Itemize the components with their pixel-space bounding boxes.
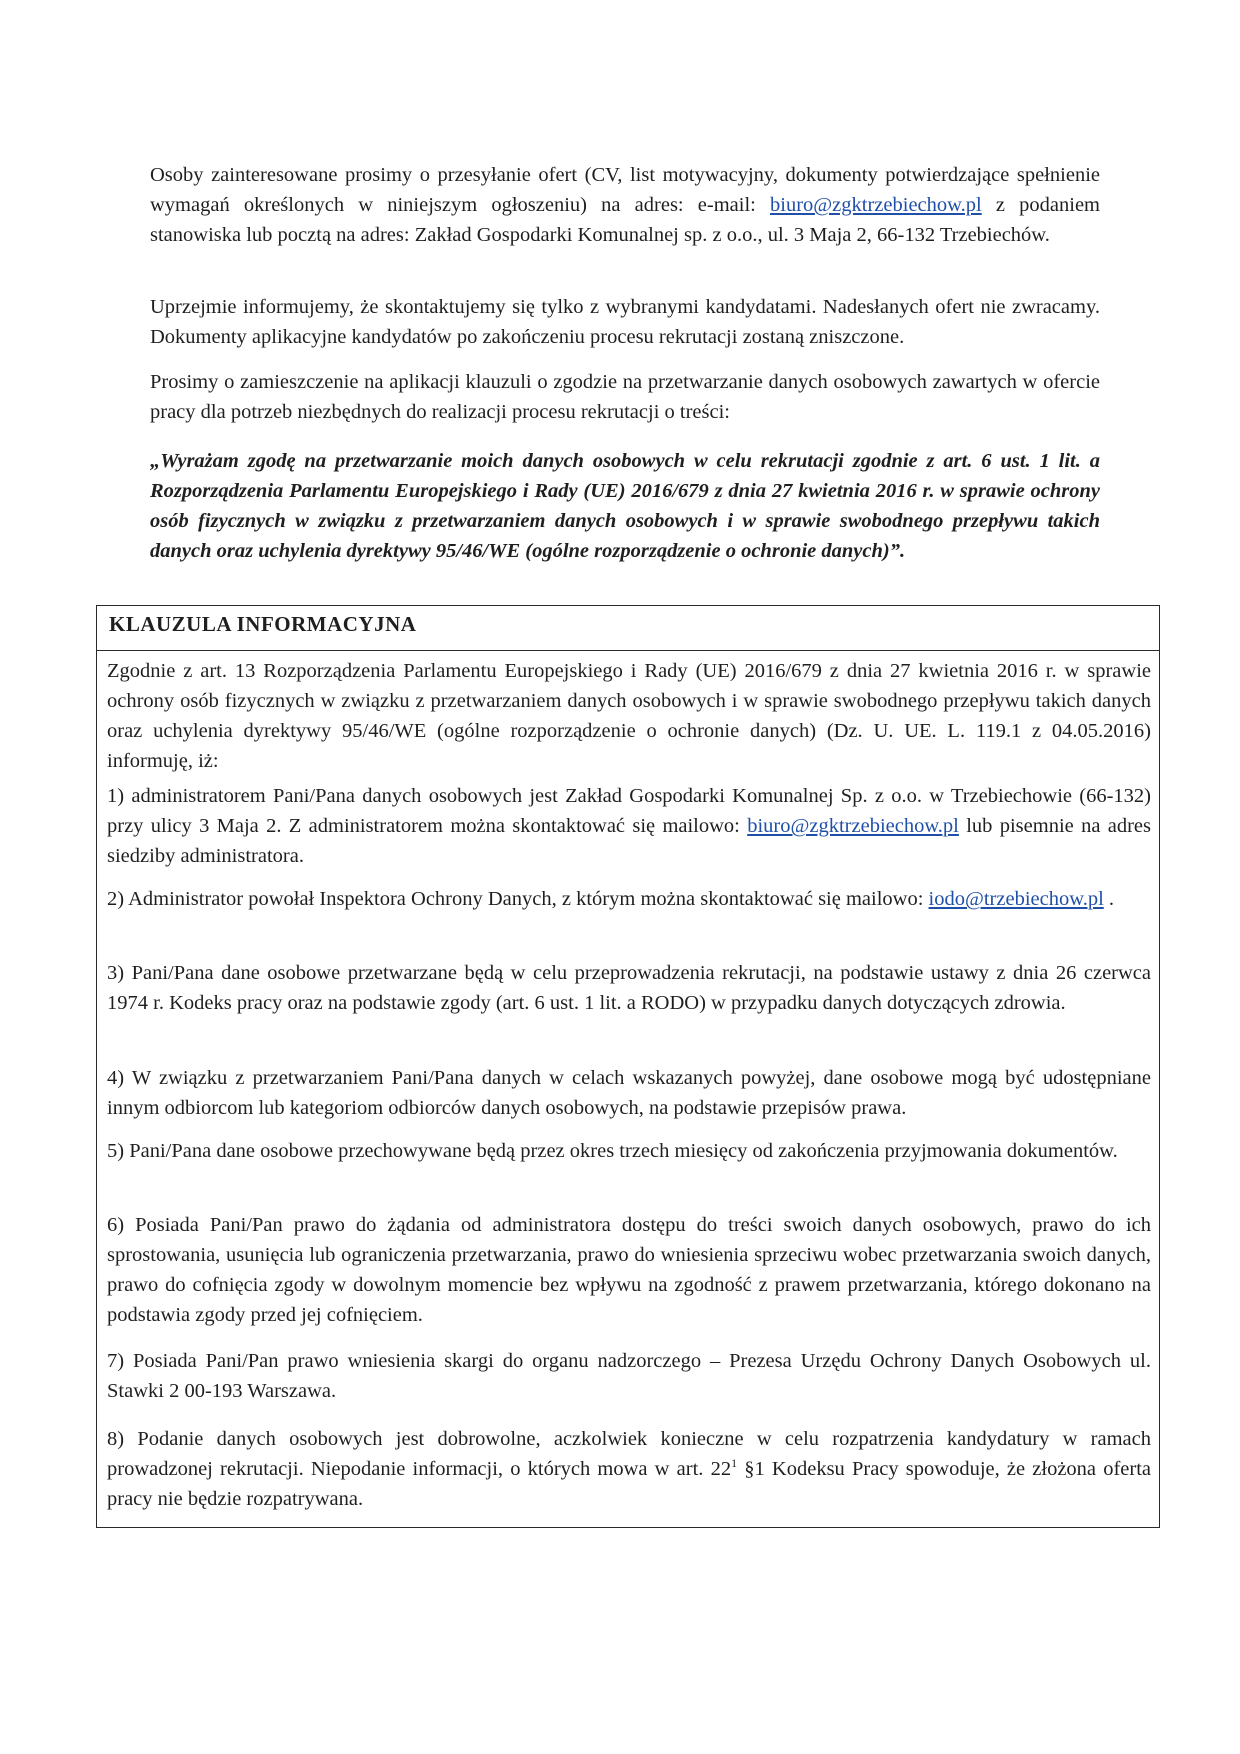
clause-item-2-text-before: 2) Administrator powołał Inspektora Ochrony Danych, z którym można skontaktować się mailowo: [107,888,929,910]
clause-title: KLAUZULA INFORMACYJNA [109,612,417,636]
clause-item-8-text-after: §1 Kodeksu Pracy spowoduje, że złożona oferta pracy nie będzie rozpatrywana. [107,1458,1151,1510]
clause-item-6: 6) Posiada Pani/Pan prawo do żądania od administratora dostępu do treści swoich danych osobowych, prawo do ich sprostowania, usunięcia lub ograniczenia przetwarzania, prawo do wniesienia sprzeciwu wobec przetwarzania swoich danych, prawo do cofnięcia zgody w dowolnym momencie bez wpływu na zgodność z prawem przetwarzania, którego dokonano na podstawia zgody przed jej cofnięciem. [107,1214,1151,1326]
clause-item-8 [107,1424,1151,1514]
consent-quote: „Wyrażam zgodę na przetwarzanie moich danych osobowych w celu rekrutacji zgodnie z art. 6 ust. 1 lit. a Rozporządzenia Parlamentu Europejskiego i Rady (UE) 2016/679 z dnia 27 kwietnia 2016 r. w sprawie ochrony osób fizycznych w związku z przetwarzaniem danych osobowych i w sprawie swobodnego przepływu takich danych oraz uchylenia dyrektywy 95/46/WE (ogólne rozporządzenie o ochronie danych)”. [150,450,1100,562]
intro-paragraph-contact-info: Uprzejmie informujemy, że skontaktujemy się tylko z wybranymi kandydatami. Nadesłanych ofert nie zwracamy. Dokumenty aplikacyjne kandydatów po zakończeniu procesu rekrutacji zostaną zniszczone. [150,296,1100,348]
clause-item-1-text-after: lub pisemnie na adres siedziby administratora. [107,815,1152,867]
intro-p1-text-after: z podaniem stanowiska lub pocztą na adres: Zakład Gospodarki Komunalnej sp. z o.o., ul. 3 Maja 2, 66-132 Trzebiechów. [150,194,1100,246]
clause-item-2 [107,884,1151,914]
clause-item-5: 5) Pani/Pana dane osobowe przechowywane będą przez okres trzech miesięcy od zakończenia przyjmowania dokumentów. [107,1140,1118,1162]
clause-item-1-text-before: 1) administratorem Pani/Pana danych osobowych jest Zakład Gospodarki Komunalnej Sp. z o.o. w Trzebiechowie (66-132) przy ulicy 3 Maja 2. Z administratorem można skontaktować się mailowo: [107,785,1151,837]
superscript-1: 1 [731,1456,738,1471]
clause-lead: Zgodnie z art. 13 Rozporządzenia Parlamentu Europejskiego i Rady (UE) 2016/679 z dnia 27 kwietnia 2016 r. w sprawie ochrony osób fizycznych w związku z przetwarzaniem danych osobowych i w sprawie swobodnego przepływu takich danych oraz uchylenia dyrektywy 95/46/WE (ogólne rozporządzenie o ochronie danych) (Dz. U. UE. L. 119.1 z 04.05.2016) informuję, iż: [107,660,1151,772]
clause-item-1 [107,781,1151,871]
email-link-administrator[interactable]: biuro@zgktrzebiechow.pl [747,815,959,837]
email-link-iodo[interactable]: iodo@trzebiechow.pl [928,888,1104,910]
clause-item-2-text-after: . [1103,888,1115,910]
information-clause-box [96,605,1160,1528]
clause-item-4: 4) W związku z przetwarzaniem Pani/Pana danych w celach wskazanych powyżej, dane osobowe mogą być udostępniane innym odbiorcom lub kategoriom odbiorców danych osobowych, na podstawie przepisów prawa. [107,1067,1151,1119]
clause-item-8-text-before: 8) Podanie danych osobowych jest dobrowolne, aczkolwiek konieczne w celu rozpatrzenia kandydatury w ramach prowadzonej rekrutacji. Niepodanie informacji, o których mowa w art. 22 [107,1428,1151,1480]
clause-item-3: 3) Pani/Pana dane osobowe przetwarzane będą w celu przeprowadzenia rekrutacji, na podstawie ustawy z dnia 26 czerwca 1974 r. Kodeks pracy oraz na podstawie zgody (art. 6 ust. 1 lit. a RODO) w przypadku danych dotyczących zdrowia. [107,962,1151,1014]
clause-item-7: 7) Posiada Pani/Pan prawo wniesienia skargi do organu nadzorczego – Prezesa Urzędu Ochrony Danych Osobowych ul. Stawki 2 00-193 Warszawa. [107,1350,1151,1402]
intro-paragraph-application [150,160,1100,250]
email-link-biuro[interactable]: biuro@zgktrzebiechow.pl [770,194,982,216]
intro-paragraph-consent-request: Prosimy o zamieszczenie na aplikacji klauzuli o zgodzie na przetwarzanie danych osobowych zawartych w ofercie pracy dla potrzeb niezbędnych do realizacji procesu rekrutacji o treści: [150,371,1100,423]
clause-header [97,606,1159,651]
intro-p1-text-before: Osoby zainteresowane prosimy o przesyłanie ofert (CV, list motywacyjny, dokumenty potwierdzające spełnienie wymagań określonych w niniejszym ogłoszeniu) na adres: e-mail: [150,164,1100,216]
